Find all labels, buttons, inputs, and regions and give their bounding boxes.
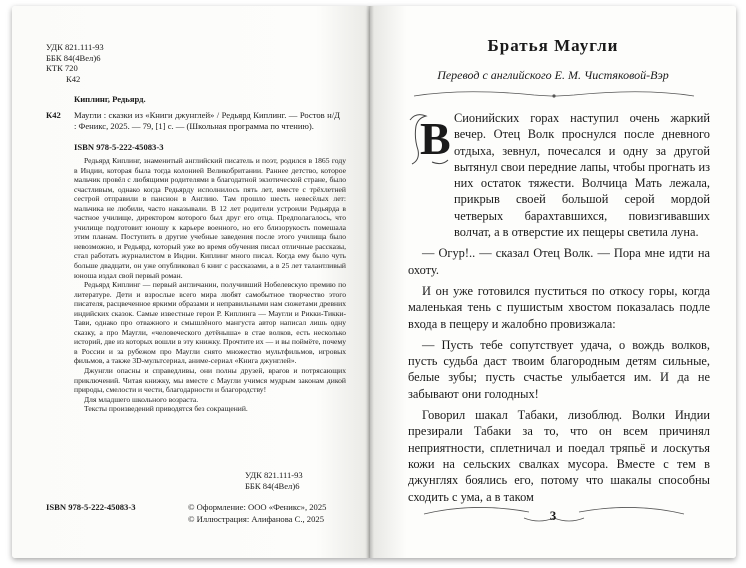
right-page [370, 6, 736, 558]
author-heading: Киплинг, Редьярд. [74, 94, 146, 104]
open-book [12, 6, 736, 562]
page-number: 3 [549, 508, 557, 523]
annotation-paragraph: Редьярд Киплинг, знаменитый английский писатель и поэт, родился в 1865 году в Индии, которая была тогда колонией Великобритании. Раннее детство, которое мальчик провёл с любящими родителями в благодатной экзотической стране, было счастливым, однако когда Редьярду исполнилось пять лет, вместе с трёхлетней сестрой отправили в пансион в Англию. Там прошло шесть невесёлых лет: мальчика не любили, часто наказывали. В 12 лет родители устроили Редьярда в частное училище, директором которого был друг его отца. Предполагалось, что училище подготовит юношу к карьере военного, но его близорукость помешала этим планам. Поступить в другие учебные заведения после этого училища было невозможно, и Редьярд, который уже во время обучения писал отличные рассказы, стал работать журналистом в Индии. Киплинг много писал. Когда ему было чуть больше двадцати, он уже опубликовал 6 книг с рассказами, а в 25 лет талантливый юноша издал свой первый роман. [74, 156, 346, 280]
chapter-title: Братья Маугли [487, 36, 619, 55]
copyright-illustration: © Иллюстрация: Алифанова С., 2025 [188, 513, 324, 524]
catalog-mark: К42 [46, 110, 61, 120]
udk-right-block [245, 470, 303, 492]
story-paragraph [408, 110, 710, 240]
translator-line: Перевод с английского Е. М. Чистяковой-Вэр [437, 68, 669, 82]
copyright-design: © Оформление: ООО «Феникс», 2025 [188, 502, 327, 512]
annotation-paragraph: Джунгли опасны и справедливы, они полны друзей, врагов и потрясающих приключений. Читая книжку, мы вместе с Маугли учимся мудрым законам дикой природы, смелости и чести, благодарности и благородству! [74, 366, 346, 395]
annotation [74, 156, 346, 414]
text-note: Тексты произведений приводятся без сокращений. [84, 404, 248, 414]
isbn-bottom: ISBN 978-5-222-45083-3 [46, 502, 136, 512]
left-page [12, 6, 370, 558]
author-mark: К42 [66, 73, 81, 84]
story-paragraph: — Огур!.. — сказал Отец Волк. — Пора мне идти на охоту. [408, 246, 710, 277]
first-paragraph-text: Сионийских горах наступил очень жаркий вечер. Отец Волк проснулся после дневного отдыха, зевнул, почесался и одну за другой вытянул свои передние лапы, чтобы прогнать из них остаток тяжести. Волчица Мать лежала, прикрыв своей большой серой мордой четверых барахтавшихся, повизгивавших волчат, а в отверстие их пещеры светила луна. [454, 111, 710, 240]
book-spine [366, 6, 374, 558]
story-paragraph: И он уже готовился пуститься по откосу горы, когда маленькая тень с пушистым хвостом показалась подле входа в пещеру и жалобно провизжала: [408, 283, 710, 331]
copyright-block [188, 502, 326, 525]
annotation-paragraph: Редьярд Киплинг — первый англичанин, получивший Нобелевскую премию по литературе. Дети и взрослые всего мира любят самобытное творчество этого писателя, расцвеченное яркими образами и неправильными нам сюжетами древних индийских сказок. Самые известные герои Р. Киплинга — Маугли и Рикки-Тикки-Тави, однако про отважного и смышлёного мангуста автор написал лишь одну сказку, а про Маугли, «человеческого детёныша» в стае волков, есть несколько историй, две из которых вошли в эту книжку. Прочтите их — и вы поймёте, почему в России и за рубежом про Маугли снято множество мультфильмов, игровых фильмов, а также 3D-мультсериал, аниме-сериал «Книга джунглей». [74, 280, 346, 366]
udk-code: УДК 821.111-93 [245, 470, 303, 480]
bbk-code: ББК 84(4Вел)6 [46, 52, 101, 63]
drop-cap: В [420, 113, 451, 164]
age-note: Для младшего школьного возраста. [84, 394, 199, 404]
ornament-divider-icon [404, 88, 704, 104]
ktk-code: КТК 720 [46, 63, 78, 74]
story-paragraph: — Пусть тебе сопутствует удача, о вождь волков, пусть судьба даст твоим благородным детям сильные, белые зубы; пусть счастье улыбается им. И да не забывают они голодных! [408, 337, 710, 401]
udk-code: УДК 821.111-93 [46, 42, 104, 52]
udk-block [46, 42, 104, 84]
story-paragraph: Говорил шакал Табаки, лизоблюд. Волки Индии презирали Табаки за то, что он всем причинял неприятности, сплетничал и поедал тряпьё и лоскутья кожи на сельских свалках мусора. Вместе с тем в джунглях боялись его, потому что шакалы способны сходить с ума, а в таком [408, 408, 710, 504]
isbn: ISBN 978-5-222-45083-3 [74, 142, 164, 152]
bbk-code: ББК 84(4Вел)6 [245, 481, 300, 491]
story-text [408, 110, 710, 505]
bibliographic-entry: Маугли : сказки из «Книги джунглей» / Редьярд Киплинг. — Ростов н/Д : Феникс, 2025. — 79, [1] с. — (Школьная программа по чтению). [74, 110, 340, 131]
